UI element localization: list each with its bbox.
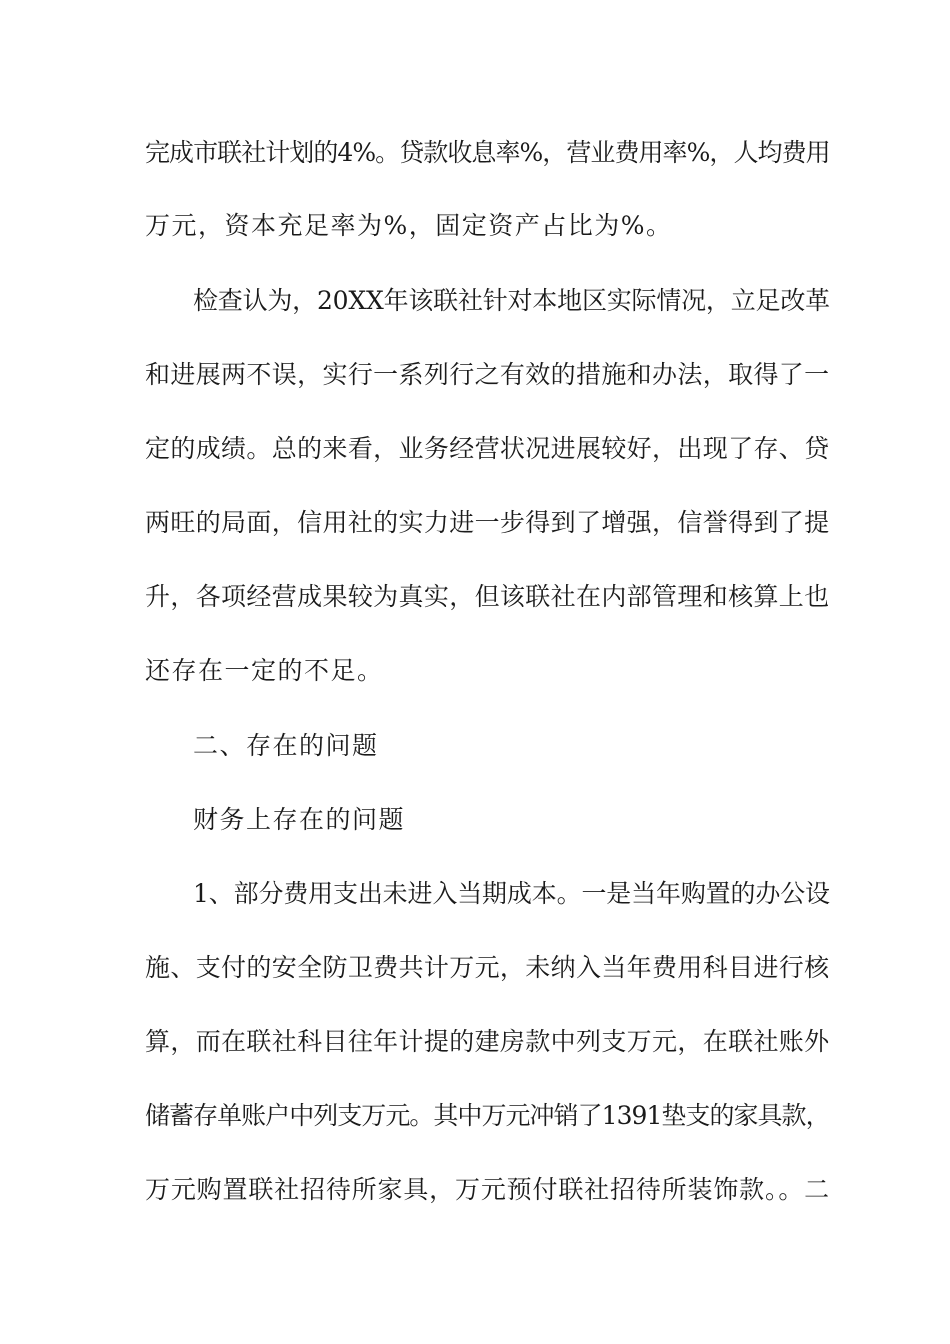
text-line: 定的成绩。总的来看，业务经营状况进展较好，出现了存、贷 <box>145 434 830 463</box>
text-line: 1、部分费用支出未进入当期成本。一是当年购置的办公设 <box>193 879 830 908</box>
text-line: 升，各项经营成果较为真实，但该联社在内部管理和核算上也 <box>145 582 830 611</box>
text-line: 还存在一定的不足。 <box>145 656 384 685</box>
text-line: 和进展两不误，实行一系列行之有效的措施和办法，取得了一 <box>145 360 830 389</box>
text-line: 算，而在联社科目往年计提的建房款中列支万元，在联社账外 <box>145 1027 830 1056</box>
text-line: 万元，资本充足率为%，固定资产占比为%。 <box>145 211 673 240</box>
text-line: 两旺的局面，信用社的实力进一步得到了增强，信誉得到了提 <box>145 508 830 537</box>
section-heading: 二、存在的问题 <box>193 731 379 760</box>
text-line: 检查认为，20XX年该联社针对本地区实际情况，立足改革 <box>193 286 830 315</box>
text-line: 万元购置联社招待所家具，万元预付联社招待所装饰款。。二 <box>145 1175 831 1204</box>
text-line: 储蓄存单账户中列支万元。其中万元冲销了1391垫支的家具款， <box>145 1101 830 1130</box>
text-line: 施、支付的安全防卫费共计万元，未纳入当年费用科目进行核 <box>145 953 830 982</box>
subsection-heading: 财务上存在的问题 <box>193 805 406 834</box>
text-line: 完成市联社计划的4%。贷款收息率%，营业费用率%，人均费用 <box>145 138 830 167</box>
